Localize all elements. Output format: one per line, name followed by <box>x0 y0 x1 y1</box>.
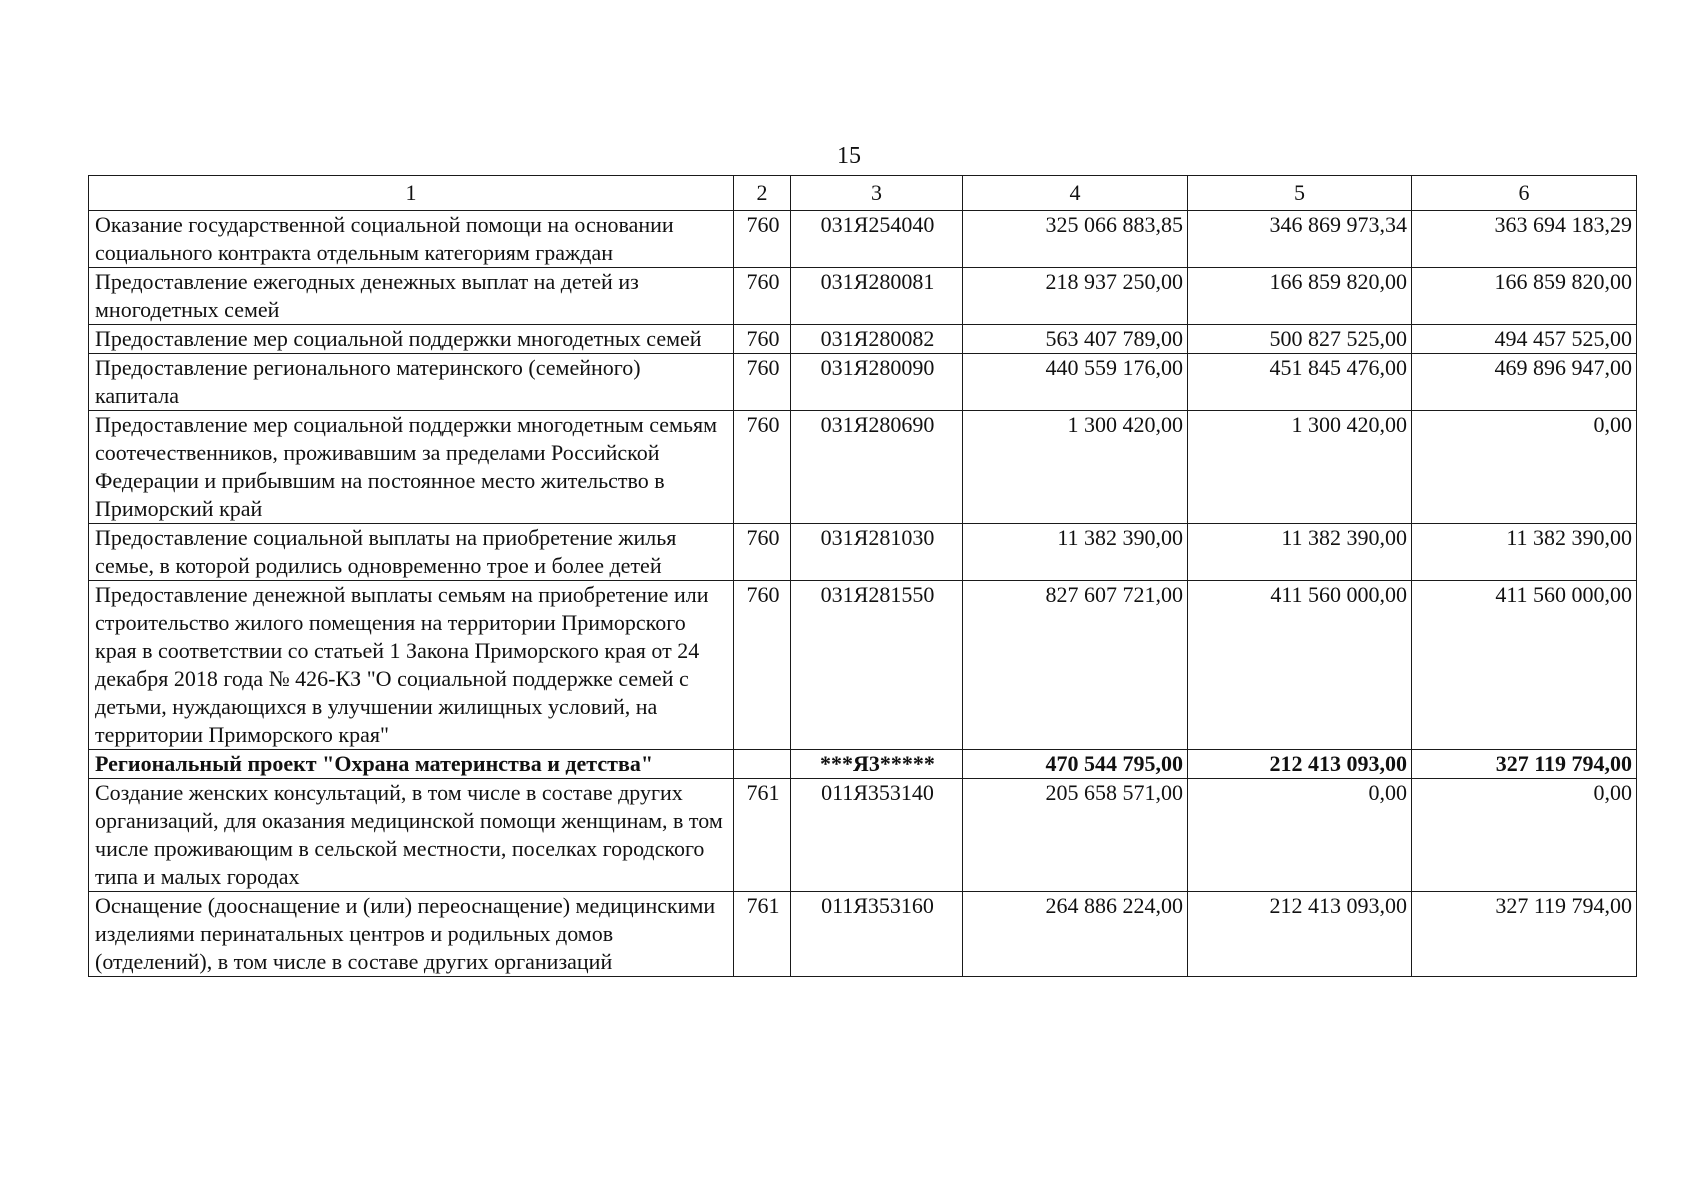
row-value-4: 470 544 795,00 <box>963 750 1188 779</box>
table-row <box>89 892 1637 977</box>
row-code: 760 <box>734 211 791 268</box>
row-target: 011Я353140 <box>791 779 963 892</box>
row-name: Предоставление ежегодных денежных выплат на детей из многодетных семей <box>89 268 734 325</box>
column-header-4: 4 <box>963 176 1188 211</box>
row-target: 031Я280690 <box>791 411 963 524</box>
row-target: 031Я280082 <box>791 325 963 354</box>
row-target: 031Я254040 <box>791 211 963 268</box>
row-value-6: 327 119 794,00 <box>1412 892 1637 977</box>
row-value-6: 411 560 000,00 <box>1412 581 1637 750</box>
section-name: Региональный проект "Охрана материнства и детства" <box>89 750 734 779</box>
table-row <box>89 268 1637 325</box>
row-value-5: 1 300 420,00 <box>1188 411 1412 524</box>
budget-table <box>88 175 1637 977</box>
column-header-5: 5 <box>1188 176 1412 211</box>
row-code: 760 <box>734 354 791 411</box>
column-header-1: 1 <box>89 176 734 211</box>
row-target: 031Я280081 <box>791 268 963 325</box>
row-code: 761 <box>734 892 791 977</box>
row-value-6: 363 694 183,29 <box>1412 211 1637 268</box>
row-value-4: 218 937 250,00 <box>963 268 1188 325</box>
row-value-6: 0,00 <box>1412 411 1637 524</box>
row-code: 761 <box>734 779 791 892</box>
row-value-4: 1 300 420,00 <box>963 411 1188 524</box>
row-value-4: 827 607 721,00 <box>963 581 1188 750</box>
row-code <box>734 750 791 779</box>
row-code: 760 <box>734 268 791 325</box>
row-name: Создание женских консультаций, в том числе в составе других организаций, для оказания медицинской помощи женщинам, в том числе проживающим в сельской местности, поселках городского типа и малых городах <box>89 779 734 892</box>
row-code: 760 <box>734 524 791 581</box>
row-value-6: 0,00 <box>1412 779 1637 892</box>
row-target: 011Я353160 <box>791 892 963 977</box>
table-row <box>89 325 1637 354</box>
column-header-3: 3 <box>791 176 963 211</box>
header-row <box>89 176 1637 211</box>
row-value-6: 11 382 390,00 <box>1412 524 1637 581</box>
row-value-5: 212 413 093,00 <box>1188 750 1412 779</box>
column-header-2: 2 <box>734 176 791 211</box>
row-target: 031Я281550 <box>791 581 963 750</box>
row-value-5: 212 413 093,00 <box>1188 892 1412 977</box>
row-code: 760 <box>734 325 791 354</box>
row-value-6: 469 896 947,00 <box>1412 354 1637 411</box>
row-value-5: 11 382 390,00 <box>1188 524 1412 581</box>
table-row <box>89 354 1637 411</box>
row-value-5: 451 845 476,00 <box>1188 354 1412 411</box>
row-value-6: 166 859 820,00 <box>1412 268 1637 325</box>
row-value-4: 325 066 883,85 <box>963 211 1188 268</box>
row-value-6: 494 457 525,00 <box>1412 325 1637 354</box>
row-value-4: 264 886 224,00 <box>963 892 1188 977</box>
row-value-4: 11 382 390,00 <box>963 524 1188 581</box>
row-name: Оснащение (дооснащение и (или) переоснащение) медицинскими изделиями перинатальных центров и родильных домов (отделений), в том числе в составе других организаций <box>89 892 734 977</box>
section-row <box>89 750 1637 779</box>
row-name: Предоставление денежной выплаты семьям на приобретение или строительство жилого помещения на территории Приморского края в соответствии со статьей 1 Закона Приморского края от 24 декабря 2018 года № 426-КЗ "О социальной поддержке семей с детьми, нуждающихся в улучшении жилищных условий, на территории Приморского края" <box>89 581 734 750</box>
table-row <box>89 211 1637 268</box>
row-value-5: 500 827 525,00 <box>1188 325 1412 354</box>
table-row <box>89 524 1637 581</box>
row-value-5: 0,00 <box>1188 779 1412 892</box>
row-name: Оказание государственной социальной помощи на основании социального контракта отдельным категориям граждан <box>89 211 734 268</box>
row-value-5: 411 560 000,00 <box>1188 581 1412 750</box>
page-number: 15 <box>837 143 861 169</box>
row-value-5: 346 869 973,34 <box>1188 211 1412 268</box>
row-name: Предоставление мер социальной поддержки многодетным семьям соотечественников, проживавшим за пределами Российской Федерации и прибывшим на постоянное место жительство в Приморский край <box>89 411 734 524</box>
row-value-4: 563 407 789,00 <box>963 325 1188 354</box>
column-header-6: 6 <box>1412 176 1637 211</box>
row-value-5: 166 859 820,00 <box>1188 268 1412 325</box>
row-value-4: 205 658 571,00 <box>963 779 1188 892</box>
row-target: ***Я3***** <box>791 750 963 779</box>
row-target: 031Я280090 <box>791 354 963 411</box>
row-value-4: 440 559 176,00 <box>963 354 1188 411</box>
row-code: 760 <box>734 411 791 524</box>
table-row <box>89 779 1637 892</box>
row-name: Предоставление социальной выплаты на приобретение жилья семье, в которой родились одновременно трое и более детей <box>89 524 734 581</box>
row-name: Предоставление регионального материнского (семейного) капитала <box>89 354 734 411</box>
row-code: 760 <box>734 581 791 750</box>
table-row <box>89 411 1637 524</box>
row-value-6: 327 119 794,00 <box>1412 750 1637 779</box>
row-name: Предоставление мер социальной поддержки многодетных семей <box>89 325 734 354</box>
row-target: 031Я281030 <box>791 524 963 581</box>
table-row <box>89 581 1637 750</box>
